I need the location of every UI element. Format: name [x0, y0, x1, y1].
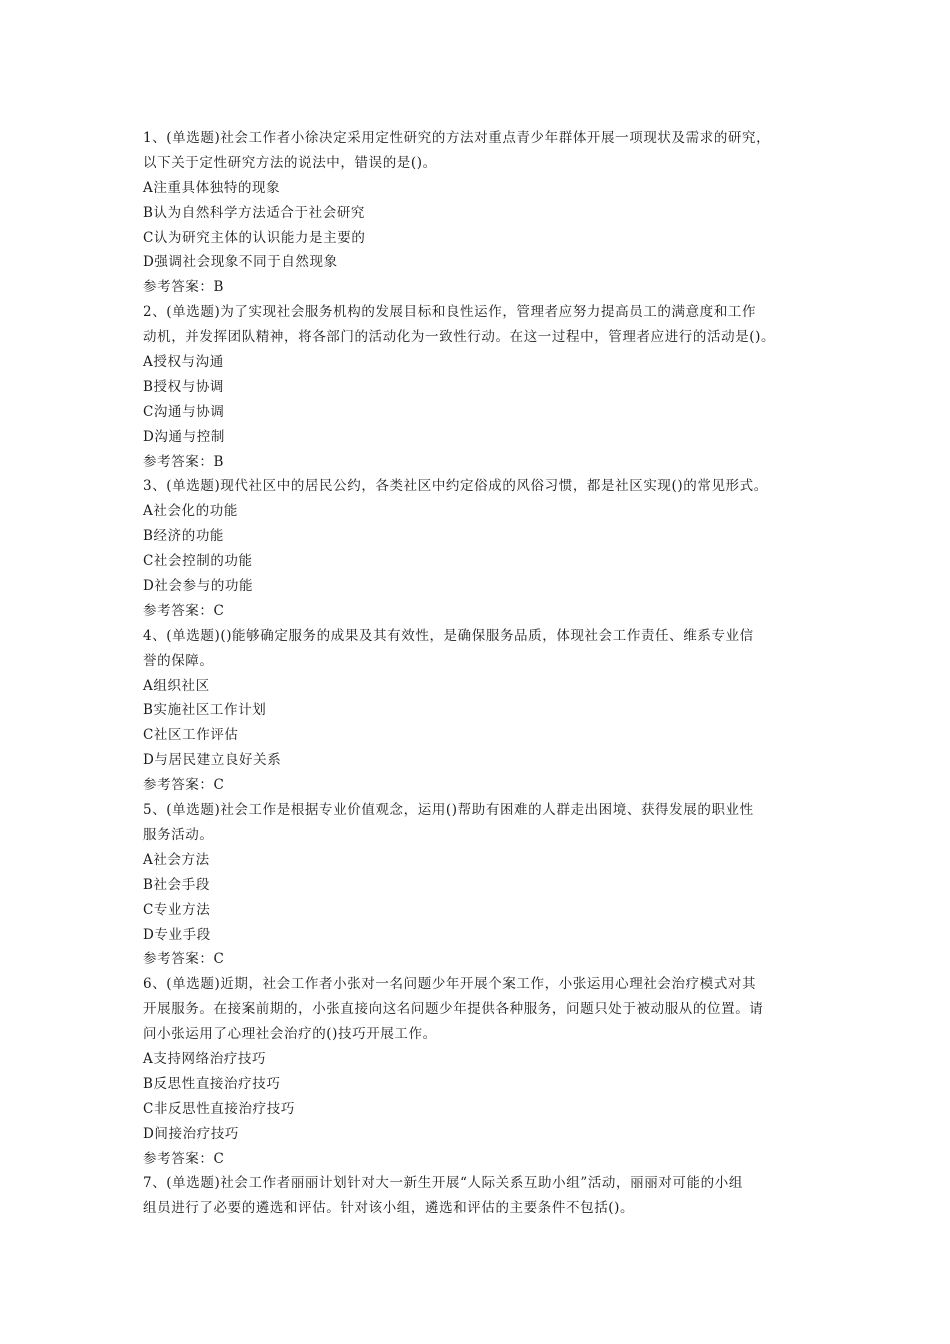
- question-text-line: 5、(单选题)社会工作是根据专业价值观念，运用()帮助有困难的人群走出困境、获得发展的职业性: [143, 802, 754, 819]
- option-b: B授权与协调: [143, 378, 225, 395]
- question-text-line: 2、(单选题)为了实现社会服务机构的发展目标和良性运作，管理者应努力提高员工的满意度和工作: [143, 304, 757, 321]
- option-b: B反思性直接治疗技巧: [143, 1075, 281, 1092]
- option-c: C社区工作评估: [143, 727, 239, 744]
- question-text-line: 以下关于定性研究方法的说法中，错误的是()。: [143, 154, 437, 171]
- option-c: C认为研究主体的认识能力是主要的: [143, 229, 366, 246]
- question-text-line: 1、(单选题)社会工作者小徐决定采用定性研究的方法对重点青少年群体开展一项现状及需求的研究，: [143, 130, 771, 146]
- question-text-line: 问小张运用了心理社会治疗的()技巧开展工作。: [143, 1026, 437, 1043]
- option-d: D社会参与的功能: [143, 578, 254, 595]
- option-d: D专业手段: [143, 926, 211, 943]
- reference-answer: 参考答案：C: [143, 1150, 225, 1167]
- option-c: C非反思性直接治疗技巧: [143, 1100, 295, 1117]
- question-text-line: 誉的保障。: [143, 652, 214, 669]
- question-4: [143, 624, 823, 798]
- option-a: A注重具体独特的现象: [143, 179, 281, 196]
- option-a: A授权与沟通: [143, 354, 224, 371]
- option-d: D强调社会现象不同于自然现象: [143, 254, 338, 271]
- option-c: C社会控制的功能: [143, 553, 253, 570]
- option-c: C沟通与协调: [143, 403, 225, 420]
- option-a: A支持网络治疗技巧: [143, 1050, 267, 1067]
- option-a: A组织社区: [143, 677, 210, 694]
- question-3: [143, 474, 823, 623]
- question-1: [143, 126, 823, 300]
- option-b: B经济的功能: [143, 528, 225, 545]
- question-text-line: 7、(单选题)社会工作者丽丽计划针对大一新生开展“人际关系互助小组”活动，丽丽对可能的小组: [143, 1175, 743, 1192]
- question-text-line: 开展服务。在接案前期的，小张直接向这名问题少年提供各种服务，问题只处于被动服从的位置。请: [143, 1001, 764, 1018]
- question-text-line: 4、(单选题)()能够确定服务的成果及其有效性，是确保服务品质，体现社会工作责任、维系专业信: [143, 627, 754, 644]
- question-text-line: 动机，并发挥团队精神，将各部门的活动化为一致性行动。在这一过程中，管理者应进行的活动是()。: [143, 329, 776, 346]
- option-d: D与居民建立良好关系: [143, 752, 282, 769]
- question-2: [143, 300, 823, 474]
- document-page: [143, 126, 823, 1221]
- reference-answer: 参考答案：C: [143, 602, 225, 619]
- question-text-line: 3、(单选题)现代社区中的居民公约，各类社区中约定俗成的风俗习惯，都是社区实现()的常见形式。: [143, 478, 768, 495]
- question-7: [143, 1171, 823, 1221]
- reference-answer: 参考答案：C: [143, 777, 225, 794]
- question-text-line: 服务活动。: [143, 826, 214, 843]
- option-b: B社会手段: [143, 876, 210, 893]
- reference-answer: 参考答案：C: [143, 951, 225, 968]
- option-c: C专业方法: [143, 901, 211, 918]
- reference-answer: 参考答案：B: [143, 453, 225, 470]
- question-6: [143, 972, 823, 1171]
- option-b: B实施社区工作计划: [143, 702, 267, 719]
- option-d: D沟通与控制: [143, 428, 225, 445]
- question-5: [143, 798, 823, 972]
- question-text-line: 6、(单选题)近期，社会工作者小张对一名问题少年开展个案工作，小张运用心理社会治疗模式对其: [143, 976, 757, 993]
- reference-answer: 参考答案：B: [143, 279, 225, 296]
- option-a: A社会化的功能: [143, 503, 238, 520]
- option-b: B认为自然科学方法适合于社会研究: [143, 204, 366, 221]
- question-text-line: 组员进行了必要的遴选和评估。针对该小组，遴选和评估的主要条件不包括()。: [143, 1200, 635, 1217]
- option-d: D间接治疗技巧: [143, 1125, 240, 1142]
- option-a: A社会方法: [143, 851, 210, 868]
